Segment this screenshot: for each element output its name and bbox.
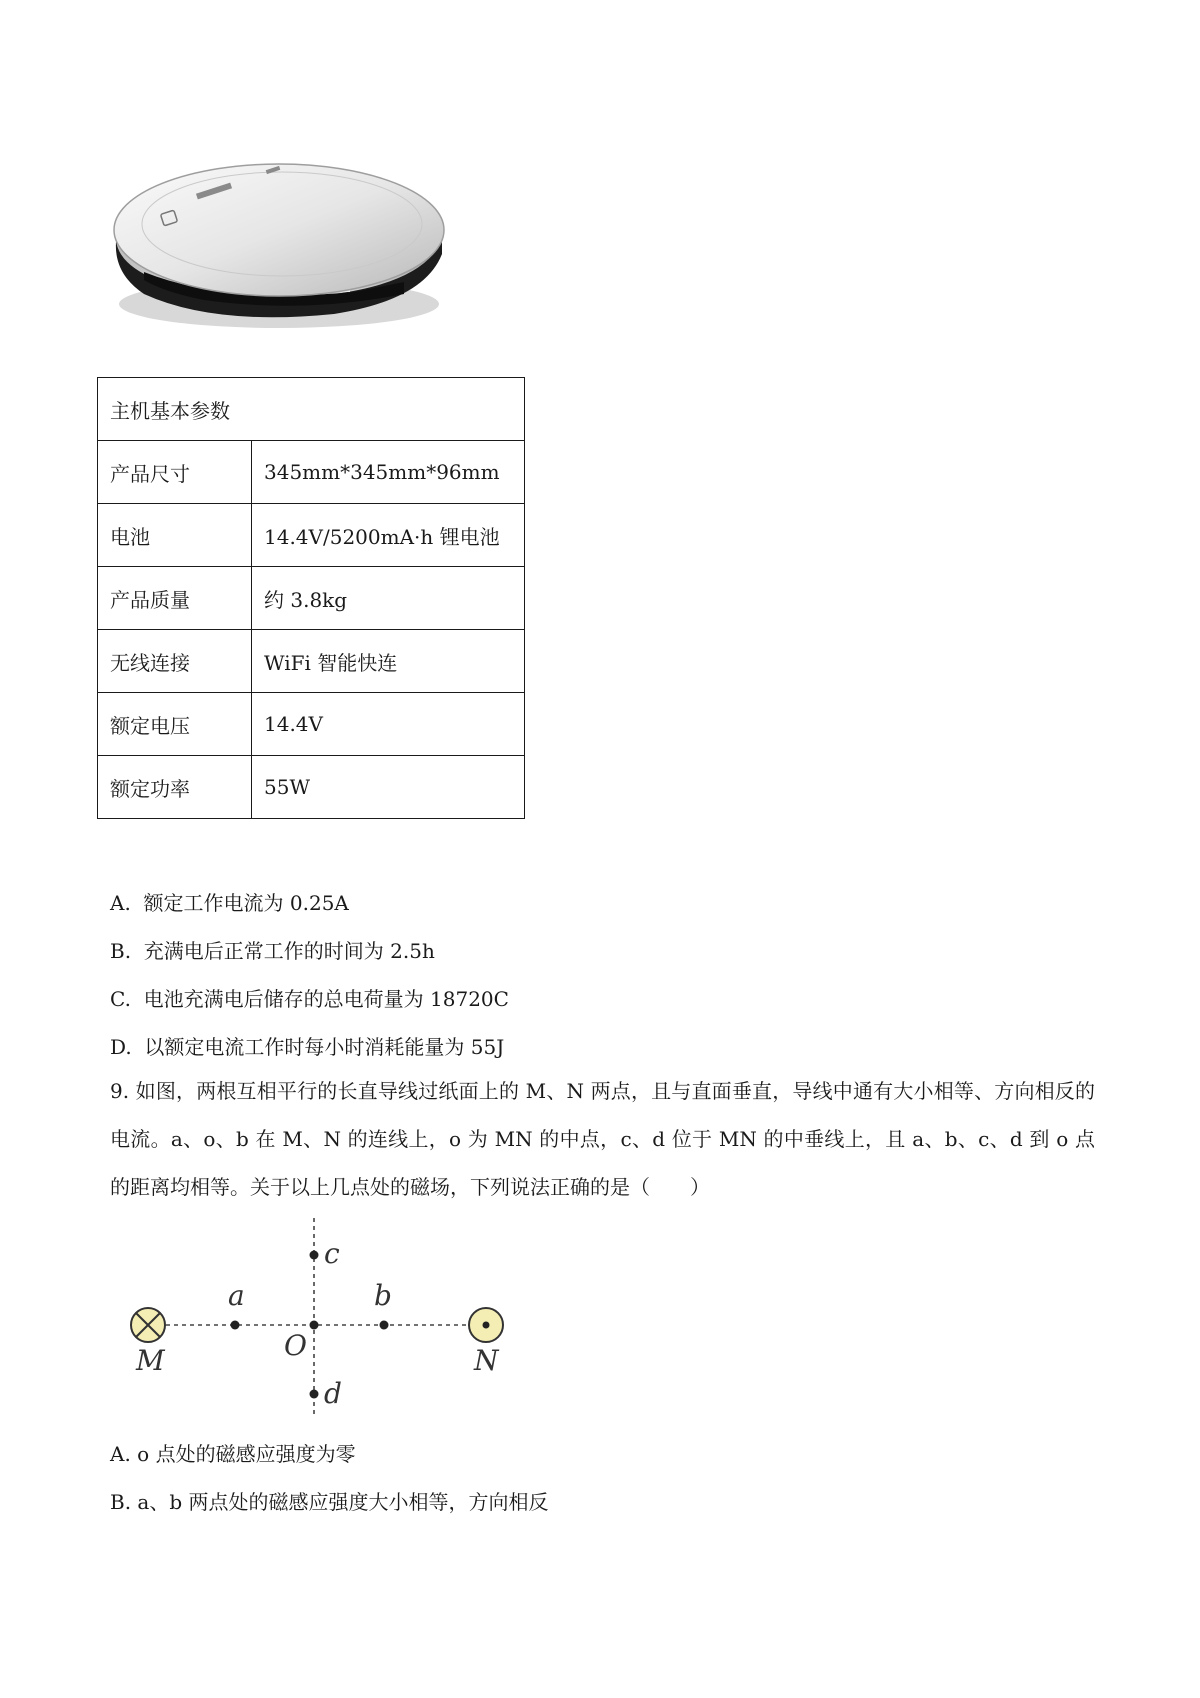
- table-row: [98, 441, 525, 504]
- label-a: a: [228, 1279, 245, 1312]
- label-c: c: [324, 1237, 340, 1270]
- q8-option-c: [110, 985, 509, 1013]
- param-label: 额定电压: [98, 693, 252, 756]
- option-letter: A.: [110, 1442, 131, 1466]
- point-a: [231, 1321, 240, 1330]
- label-m: M: [136, 1344, 165, 1377]
- param-label: 无线连接: [98, 630, 252, 693]
- option-letter: B.: [110, 1490, 132, 1514]
- point-c: [310, 1251, 319, 1260]
- parameter-table: [97, 377, 525, 819]
- param-label: 额定功率: [98, 756, 252, 819]
- option-text: 额定工作电流为 0.25A: [143, 891, 349, 915]
- param-value: 345mm*345mm*96mm: [252, 441, 525, 504]
- wire-m-into-page-icon: [131, 1308, 165, 1342]
- q9-option-a: [110, 1440, 356, 1468]
- point-d: [310, 1390, 319, 1399]
- point-o: [310, 1321, 319, 1330]
- param-label: 电池: [98, 504, 252, 567]
- table-row: [98, 567, 525, 630]
- param-label: 产品尺寸: [98, 441, 252, 504]
- param-value: 55W: [252, 756, 525, 819]
- param-value: WiFi 智能快连: [252, 630, 525, 693]
- label-o: O: [284, 1329, 307, 1362]
- q9-option-b: [110, 1488, 549, 1516]
- option-letter: A.: [110, 891, 131, 915]
- option-letter: D.: [110, 1035, 132, 1059]
- point-b: [380, 1321, 389, 1330]
- robot-vacuum-icon: [114, 164, 444, 328]
- q8-option-b: [110, 937, 435, 965]
- robot-vacuum-figure: [104, 154, 454, 334]
- table-row: [98, 630, 525, 693]
- option-letter: B.: [110, 939, 132, 963]
- q8-option-a: [110, 889, 349, 917]
- param-value: 14.4V/5200mA·h 锂电池: [252, 504, 525, 567]
- question-number: 9.: [110, 1079, 130, 1103]
- question-text: 如图，两根互相平行的长直导线过纸面上的 M、N 两点，且与直面垂直，导线中通有大小相等、方向相反的电流。a、o、b 在 M、N 的连线上，o 为 MN 的中点，c、d 位于 MN 的中垂线上，且 a、b、c、d 到 o 点的距离均相等。关于以上几点处的磁场，下列说法正确的是（ ）: [110, 1079, 1095, 1199]
- option-text: 以额定电流工作时每小时消耗能量为 55J: [144, 1035, 505, 1059]
- option-text: 充满电后正常工作的时间为 2.5h: [143, 939, 435, 963]
- label-d: d: [324, 1377, 342, 1410]
- table-row: [98, 693, 525, 756]
- option-text: a、b 两点处的磁感应强度大小相等，方向相反: [137, 1490, 549, 1514]
- table-header: 主机基本参数: [98, 378, 525, 441]
- wire-n-out-of-page-icon: [469, 1308, 503, 1342]
- label-b: b: [374, 1279, 392, 1312]
- option-letter: C.: [110, 987, 131, 1011]
- param-value: 14.4V: [252, 693, 525, 756]
- param-value: 约 3.8kg: [252, 567, 525, 630]
- option-text: o 点处的磁感应强度为零: [137, 1442, 356, 1466]
- q9-stem: [110, 1067, 1095, 1211]
- table-header-row: [98, 378, 525, 441]
- magnetic-field-diagram: [118, 1210, 518, 1420]
- table-row: [98, 756, 525, 819]
- label-n: N: [474, 1344, 499, 1377]
- table-row: [98, 504, 525, 567]
- q8-option-d: [110, 1033, 504, 1061]
- option-text: 电池充满电后储存的总电荷量为 18720C: [143, 987, 509, 1011]
- param-label: 产品质量: [98, 567, 252, 630]
